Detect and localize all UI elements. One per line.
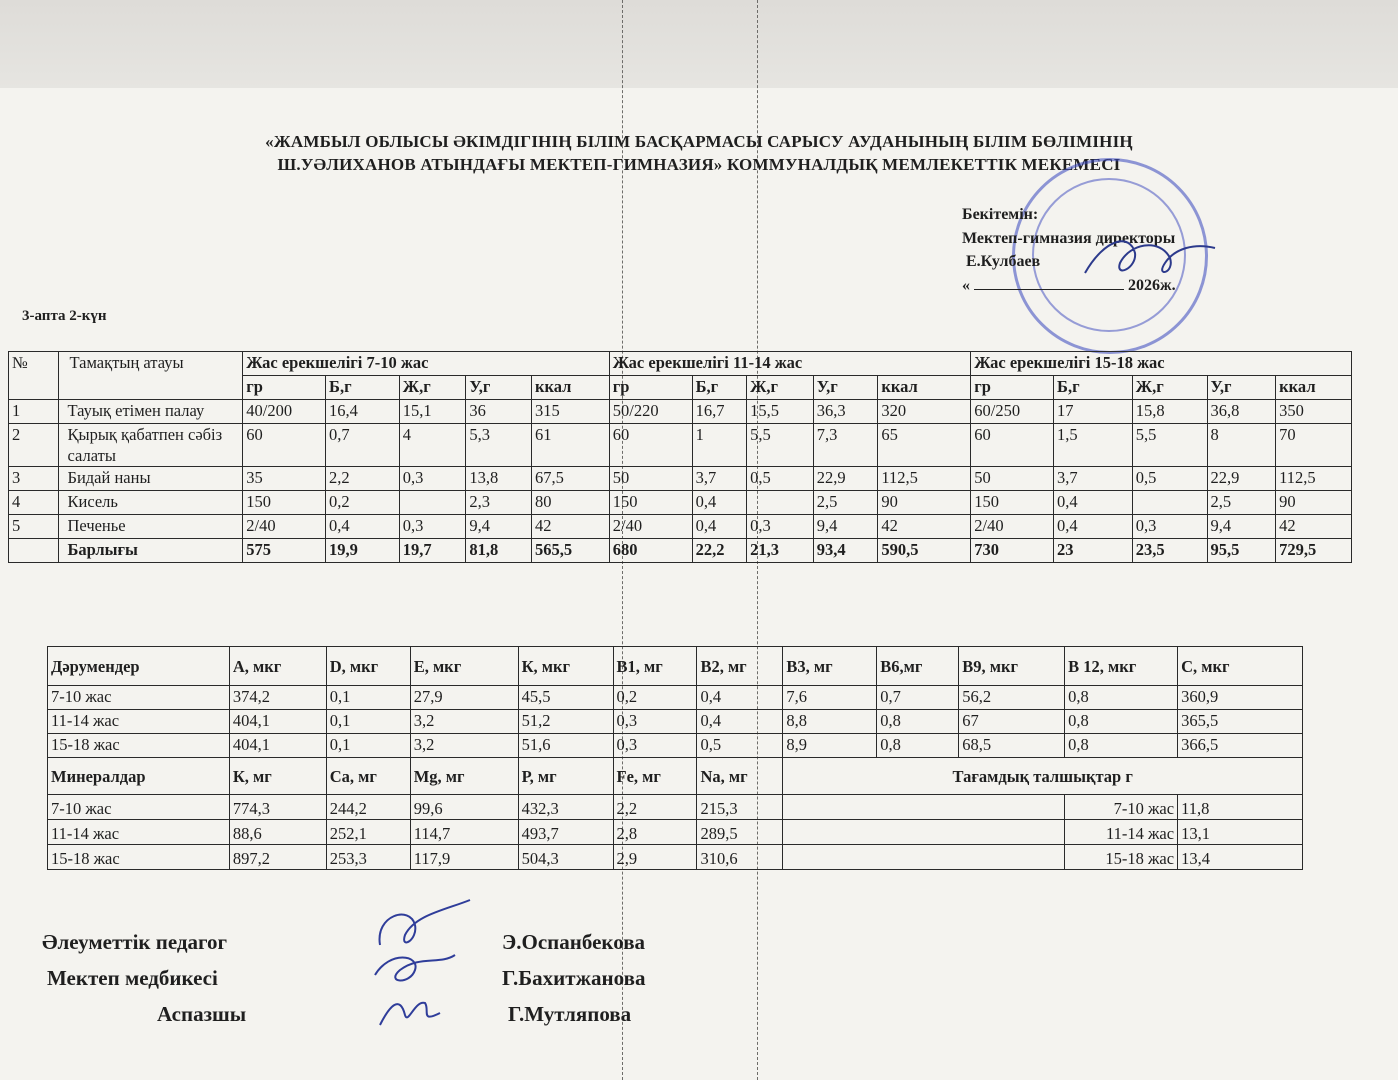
- sub-header: гр: [243, 376, 326, 400]
- cell-value: 0,5: [747, 467, 814, 491]
- cell-value: 90: [1276, 491, 1352, 515]
- cell-value: 2,5: [1207, 491, 1276, 515]
- mineral-header: Na, мг: [697, 758, 783, 795]
- org-title-line1: «ЖАМБЫЛ ОБЛЫСЫ ӘКІМДІГІНІҢ БІЛІМ БАСҚАРМАСЫ САРЫСУ АУДАНЫНЫҢ БІЛІМ БӨЛІМІНІҢ: [265, 132, 1133, 151]
- fiber-spacer: [783, 795, 1065, 820]
- footer-name-cook: Г.Мутляпова: [508, 1002, 632, 1026]
- cell-value: 67,5: [532, 467, 610, 491]
- vitamin-header: В 12, мкг: [1065, 647, 1178, 686]
- cell-value: 0,3: [1132, 515, 1207, 539]
- vitamin-value: 0,3: [613, 734, 697, 758]
- row-number: 4: [9, 491, 59, 515]
- total-value: 93,4: [813, 539, 878, 563]
- cell-value: 8: [1207, 424, 1276, 467]
- sub-header: ккал: [1276, 376, 1352, 400]
- cell-value: 60/250: [971, 400, 1054, 424]
- row-number: 5: [9, 515, 59, 539]
- cell-value: 15,1: [399, 400, 466, 424]
- cell-value: 42: [532, 515, 610, 539]
- cell-value: 70: [1276, 424, 1352, 467]
- total-value: 19,7: [399, 539, 466, 563]
- vitamin-value: 0,5: [697, 734, 783, 758]
- sub-header: ккал: [878, 376, 971, 400]
- vitamin-value: 3,2: [410, 710, 518, 734]
- total-value: 23: [1054, 539, 1133, 563]
- vitamin-value: 0,8: [877, 734, 959, 758]
- sub-header: У,г: [466, 376, 532, 400]
- vitamin-value: 0,8: [1065, 734, 1178, 758]
- dish-name: Печенье: [59, 515, 243, 539]
- total-value: 575: [243, 539, 326, 563]
- cell-value: 2/40: [243, 515, 326, 539]
- vitamin-value: 365,5: [1178, 710, 1303, 734]
- vitamin-row: [48, 710, 1303, 734]
- cell-value: 22,9: [1207, 467, 1276, 491]
- cell-value: 65: [878, 424, 971, 467]
- vitamin-header: С, мкг: [1178, 647, 1303, 686]
- mineral-value: 11-14 жас: [48, 820, 230, 845]
- cell-value: 0,3: [399, 515, 466, 539]
- vitamin-value: 0,2: [613, 686, 697, 710]
- mineral-row: [48, 820, 1303, 845]
- mineral-value: 7-10 жас: [48, 795, 230, 820]
- cell-value: [747, 491, 814, 515]
- vitamin-value: 0,7: [877, 686, 959, 710]
- vitamin-row: [48, 734, 1303, 758]
- cell-value: 150: [971, 491, 1054, 515]
- vitamin-value: 7-10 жас: [48, 686, 230, 710]
- cell-value: 22,9: [813, 467, 878, 491]
- row-number: 3: [9, 467, 59, 491]
- total-value: 21,3: [747, 539, 814, 563]
- vitamin-header: D, мкг: [326, 647, 410, 686]
- cell-value: 50: [609, 467, 692, 491]
- mineral-header: К, мг: [229, 758, 326, 795]
- cell-value: 1,5: [1054, 424, 1133, 467]
- cell-value: 2,5: [813, 491, 878, 515]
- cell-value: 0,7: [326, 424, 400, 467]
- cell-value: 61: [532, 424, 610, 467]
- row-number: 1: [9, 400, 59, 424]
- cell-value: 0,4: [692, 515, 747, 539]
- sub-header: Б,г: [326, 376, 400, 400]
- mineral-value: 252,1: [326, 820, 410, 845]
- sub-header: Ж,г: [747, 376, 814, 400]
- mineral-value: 244,2: [326, 795, 410, 820]
- mineral-value: 493,7: [518, 820, 613, 845]
- director-signature: [1075, 218, 1225, 298]
- mineral-row: [48, 795, 1303, 820]
- minerals-header-row: [48, 758, 1303, 795]
- mineral-row: [48, 845, 1303, 870]
- vitamin-value: 51,2: [518, 710, 613, 734]
- cell-value: 150: [243, 491, 326, 515]
- mineral-value: 2,2: [613, 795, 697, 820]
- vitamin-value: 8,8: [783, 710, 877, 734]
- col-header-dish-name: Тамақтың атауы: [59, 352, 243, 400]
- cell-value: 2,3: [466, 491, 532, 515]
- vitamin-value: 360,9: [1178, 686, 1303, 710]
- vitamin-header: А, мкг: [229, 647, 326, 686]
- cell-value: 7,3: [813, 424, 878, 467]
- group-header-11-14: Жас ерекшелігі 11-14 жас: [609, 352, 970, 376]
- menu-table: [8, 351, 1352, 563]
- total-value: 680: [609, 539, 692, 563]
- cell-value: 2/40: [971, 515, 1054, 539]
- cell-value: 42: [878, 515, 971, 539]
- vitamin-row: [48, 686, 1303, 710]
- vitamin-value: 0,3: [613, 710, 697, 734]
- total-value: 565,5: [532, 539, 610, 563]
- cell-value: 0,3: [747, 515, 814, 539]
- menu-row: [9, 424, 1352, 467]
- cell-value: 0,4: [326, 515, 400, 539]
- vitamin-value: 366,5: [1178, 734, 1303, 758]
- cell-value: 350: [1276, 400, 1352, 424]
- total-value: 22,2: [692, 539, 747, 563]
- fiber-value: 11,8: [1178, 795, 1303, 820]
- vitamin-value: 0,1: [326, 710, 410, 734]
- mineral-value: 2,8: [613, 820, 697, 845]
- vitamin-value: 374,2: [229, 686, 326, 710]
- fiber-value: 13,4: [1178, 845, 1303, 870]
- vitamin-header: В9, мкг: [959, 647, 1065, 686]
- menu-row: [9, 467, 1352, 491]
- vitamin-value: 0,1: [326, 734, 410, 758]
- fiber-header: Тағамдық талшықтар г: [783, 758, 1303, 795]
- total-value: 590,5: [878, 539, 971, 563]
- vitamin-header: В6,мг: [877, 647, 959, 686]
- cell-value: 0,2: [326, 491, 400, 515]
- total-value: 730: [971, 539, 1054, 563]
- vitamin-header: Е, мкг: [410, 647, 518, 686]
- vitamin-value: 15-18 жас: [48, 734, 230, 758]
- cell-value: 0,4: [1054, 491, 1133, 515]
- cell-value: 9,4: [466, 515, 532, 539]
- vitamin-value: 45,5: [518, 686, 613, 710]
- mineral-header: Р, мг: [518, 758, 613, 795]
- approval-date: « 2026ж.: [962, 276, 1176, 294]
- sub-header: гр: [971, 376, 1054, 400]
- sub-header: Ж,г: [399, 376, 466, 400]
- cell-value: 50/220: [609, 400, 692, 424]
- cell-value: [399, 491, 466, 515]
- mineral-value: 215,3: [697, 795, 783, 820]
- mineral-value: 114,7: [410, 820, 518, 845]
- total-value: 23,5: [1132, 539, 1207, 563]
- vitamin-header: Дәрумендер: [48, 647, 230, 686]
- cell-value: 4: [399, 424, 466, 467]
- vitamin-value: 0,8: [1065, 710, 1178, 734]
- mineral-value: 774,3: [229, 795, 326, 820]
- total-row: [9, 539, 1352, 563]
- cell-value: 112,5: [1276, 467, 1352, 491]
- cell-value: 90: [878, 491, 971, 515]
- approval-title: Бекітемін:: [962, 206, 1039, 223]
- vitamin-value: 0,4: [697, 710, 783, 734]
- vitamin-value: 56,2: [959, 686, 1065, 710]
- footer-name-social-pedagogue: Э.Оспанбекова: [502, 930, 646, 954]
- mineral-value: 88,6: [229, 820, 326, 845]
- footer-role-cook: Аспазшы: [157, 1002, 247, 1026]
- vitamin-value: 8,9: [783, 734, 877, 758]
- cell-value: 36,8: [1207, 400, 1276, 424]
- vitamin-header: В3, мг: [783, 647, 877, 686]
- cell-value: 2/40: [609, 515, 692, 539]
- vitamin-header: В2, мг: [697, 647, 783, 686]
- sub-header: Ж,г: [1132, 376, 1207, 400]
- mineral-value: 117,9: [410, 845, 518, 870]
- dish-name: Қырық қабатпен сәбіз салаты: [59, 424, 243, 467]
- footer-role-nurse: Мектеп медбикесі: [47, 966, 218, 990]
- vitamin-value: 0,4: [697, 686, 783, 710]
- vitamin-header: В1, мг: [613, 647, 697, 686]
- cell-value: 3,7: [692, 467, 747, 491]
- cell-value: 5,5: [1132, 424, 1207, 467]
- org-title-line2: Ш.УӘЛИХАНОВ АТЫНДАҒЫ МЕКТЕП-ГИМНАЗИЯ» КОММУНАЛДЫҚ МЕМЛЕКЕТТІК МЕКЕМЕСІ: [277, 155, 1121, 174]
- vitamin-value: 0,8: [877, 710, 959, 734]
- cell-value: 35: [243, 467, 326, 491]
- cell-value: 150: [609, 491, 692, 515]
- mineral-value: 504,3: [518, 845, 613, 870]
- mineral-header: Mg, мг: [410, 758, 518, 795]
- vitamin-value: 68,5: [959, 734, 1065, 758]
- sub-header: ккал: [532, 376, 610, 400]
- cell-value: 60: [243, 424, 326, 467]
- mineral-header: Fe, мг: [613, 758, 697, 795]
- cell-value: 15,8: [1132, 400, 1207, 424]
- mineral-value: 289,5: [697, 820, 783, 845]
- cell-value: 320: [878, 400, 971, 424]
- fiber-age: 15-18 жас: [1065, 845, 1178, 870]
- cell-value: 3,7: [1054, 467, 1133, 491]
- sub-header: гр: [609, 376, 692, 400]
- cell-value: 16,7: [692, 400, 747, 424]
- mineral-value: 253,3: [326, 845, 410, 870]
- fiber-age: 11-14 жас: [1065, 820, 1178, 845]
- cell-value: 13,8: [466, 467, 532, 491]
- dish-name: Тауық етімен палау: [59, 400, 243, 424]
- cell-value: 5,3: [466, 424, 532, 467]
- cell-value: 16,4: [326, 400, 400, 424]
- cell-value: 0,3: [399, 467, 466, 491]
- cell-value: 315: [532, 400, 610, 424]
- cell-value: 15,5: [747, 400, 814, 424]
- dish-name: Бидай наны: [59, 467, 243, 491]
- week-day-label: 3-апта 2-күн: [22, 308, 107, 324]
- cell-value: 9,4: [1207, 515, 1276, 539]
- total-value: 19,9: [326, 539, 400, 563]
- fiber-value: 13,1: [1178, 820, 1303, 845]
- cell-value: 0,5: [1132, 467, 1207, 491]
- nutrients-table: [47, 646, 1303, 870]
- sub-header: Б,г: [1054, 376, 1133, 400]
- vitamin-value: 67: [959, 710, 1065, 734]
- sub-header: У,г: [813, 376, 878, 400]
- group-header-15-18: Жас ерекшелігі 15-18 жас: [971, 352, 1352, 376]
- fiber-age: 7-10 жас: [1065, 795, 1178, 820]
- row-number: 2: [9, 424, 59, 467]
- dish-name: Кисель: [59, 491, 243, 515]
- footer-signatures: [360, 895, 500, 1045]
- cell-value: 112,5: [878, 467, 971, 491]
- approval-position: Мектеп-гимназия директоры: [962, 229, 1176, 247]
- cell-value: 0,4: [692, 491, 747, 515]
- fiber-spacer: [783, 820, 1065, 845]
- cell-value: 17: [1054, 400, 1133, 424]
- menu-row: [9, 515, 1352, 539]
- total-value: 81,8: [466, 539, 532, 563]
- fiber-spacer: [783, 845, 1065, 870]
- vitamin-header: К, мкг: [518, 647, 613, 686]
- cell-value: 42: [1276, 515, 1352, 539]
- cell-value: 60: [971, 424, 1054, 467]
- cell-value: 9,4: [813, 515, 878, 539]
- cell-value: 2,2: [326, 467, 400, 491]
- cell-value: 0,4: [1054, 515, 1133, 539]
- total-empty: [9, 539, 59, 563]
- vitamin-value: 7,6: [783, 686, 877, 710]
- vitamin-value: 0,1: [326, 686, 410, 710]
- vitamin-value: 27,9: [410, 686, 518, 710]
- approval-director: Е.Кулбаев: [966, 253, 1041, 270]
- cell-value: 36,3: [813, 400, 878, 424]
- mineral-header: Са, мг: [326, 758, 410, 795]
- vitamin-value: 404,1: [229, 734, 326, 758]
- menu-row: [9, 400, 1352, 424]
- menu-row: [9, 491, 1352, 515]
- vitamins-header-row: [48, 647, 1303, 686]
- cell-value: [1132, 491, 1207, 515]
- group-header-7-10: Жас ерекшелігі 7-10 жас: [243, 352, 610, 376]
- cell-value: 60: [609, 424, 692, 467]
- sub-header: Б,г: [692, 376, 747, 400]
- cell-value: 36: [466, 400, 532, 424]
- col-header-number: №: [9, 352, 59, 400]
- mineral-value: 897,2: [229, 845, 326, 870]
- mineral-header: Минералдар: [48, 758, 230, 795]
- total-value: 729,5: [1276, 539, 1352, 563]
- vitamin-value: 0,8: [1065, 686, 1178, 710]
- cell-value: 1: [692, 424, 747, 467]
- cell-value: 50: [971, 467, 1054, 491]
- vitamin-value: 404,1: [229, 710, 326, 734]
- cell-value: 80: [532, 491, 610, 515]
- mineral-value: 2,9: [613, 845, 697, 870]
- footer-role-social-pedagogue: Әлеуметтік педагог: [42, 930, 228, 954]
- mineral-value: 15-18 жас: [48, 845, 230, 870]
- background-surface: [0, 0, 1398, 88]
- total-label: Барлығы: [59, 539, 243, 563]
- cell-value: 5,5: [747, 424, 814, 467]
- cell-value: 40/200: [243, 400, 326, 424]
- footer-name-nurse: Г.Бахитжанова: [502, 966, 646, 990]
- vitamin-value: 3,2: [410, 734, 518, 758]
- sub-header: У,г: [1207, 376, 1276, 400]
- total-value: 95,5: [1207, 539, 1276, 563]
- vitamin-value: 51,6: [518, 734, 613, 758]
- mineral-value: 310,6: [697, 845, 783, 870]
- mineral-value: 432,3: [518, 795, 613, 820]
- vitamin-value: 11-14 жас: [48, 710, 230, 734]
- mineral-value: 99,6: [410, 795, 518, 820]
